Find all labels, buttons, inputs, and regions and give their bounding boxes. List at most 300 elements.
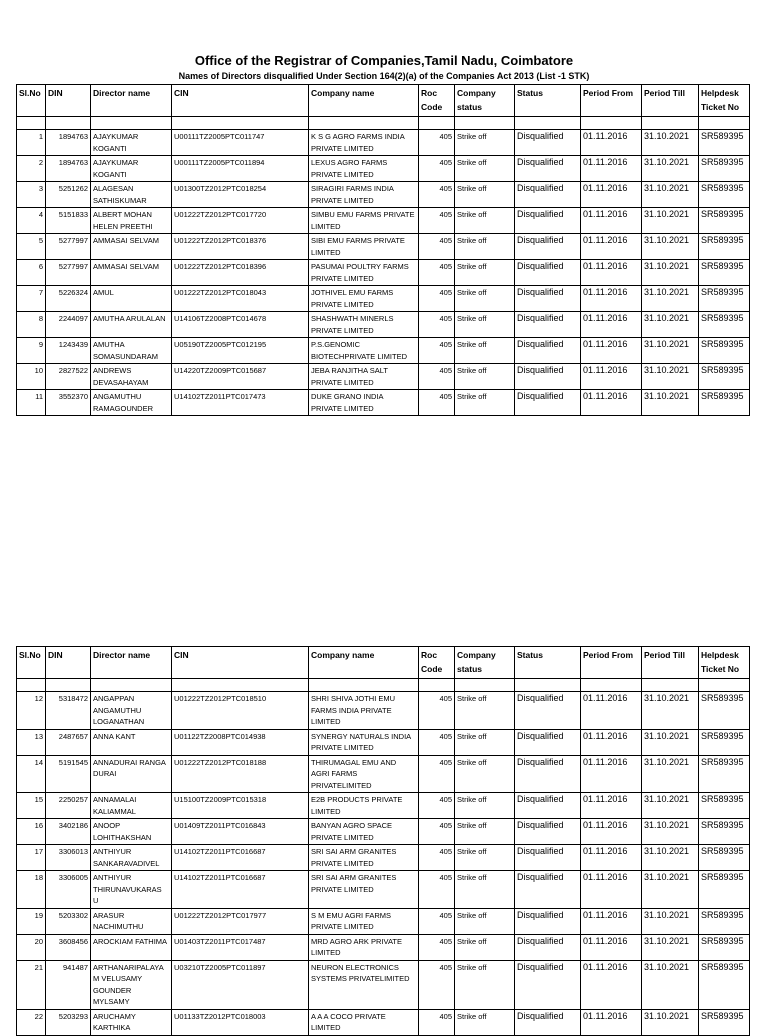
table-row	[17, 793, 750, 819]
status-cell: Disqualified	[515, 312, 581, 338]
roc-code-cell: 405	[419, 338, 455, 364]
company-status-cell: Strike off	[455, 960, 515, 1009]
company-name-cell: SHASHWATH MINERLS PRIVATE LIMITED	[309, 312, 419, 338]
slno-cell: 7	[17, 286, 46, 312]
status-cell: Disqualified	[515, 729, 581, 755]
empty-cell	[172, 117, 309, 130]
din-cell: 5151833	[46, 208, 91, 234]
period-till-cell: 31.10.2021	[642, 182, 699, 208]
ticket-cell: SR589395	[699, 286, 750, 312]
director-name-cell: ANNAMALAI KALIAMMAL	[91, 793, 172, 819]
cin-cell: U14106TZ2008PTC014678	[172, 312, 309, 338]
director-name-cell: ANTHIYUR SANKARAVADIVEL	[91, 845, 172, 871]
slno-cell: 22	[17, 1009, 46, 1035]
roc-code-cell: 405	[419, 260, 455, 286]
period-till-cell: 31.10.2021	[642, 312, 699, 338]
slno-cell: 2	[17, 156, 46, 182]
roc-code-cell: 405	[419, 729, 455, 755]
period-till-cell: 31.10.2021	[642, 908, 699, 934]
cin-cell: U01403TZ2011PTC017487	[172, 934, 309, 960]
cin-cell: U00111TZ2005PTC011894	[172, 156, 309, 182]
status-cell: Disqualified	[515, 286, 581, 312]
period-till-cell: 31.10.2021	[642, 286, 699, 312]
ticket-cell: SR589395	[699, 934, 750, 960]
empty-cell	[17, 117, 46, 130]
status-cell: Disqualified	[515, 234, 581, 260]
din-cell: 1243439	[46, 338, 91, 364]
period-till-cell: 31.10.2021	[642, 871, 699, 909]
din-cell: 5277997	[46, 260, 91, 286]
ticket-cell: SR589395	[699, 338, 750, 364]
slno-cell: 3	[17, 182, 46, 208]
period-from-cell: 01.11.2016	[581, 234, 642, 260]
status-cell: Disqualified	[515, 819, 581, 845]
company-name-cell: BANYAN AGRO SPACE PRIVATE LIMITED	[309, 819, 419, 845]
slno-cell: 20	[17, 934, 46, 960]
period-till-cell: 31.10.2021	[642, 234, 699, 260]
company-name-cell: NEURON ELECTRONICS SYSTEMS PRIVATELIMITED	[309, 960, 419, 1009]
director-name-cell: ANNADURAI RANGA DURAI	[91, 755, 172, 793]
din-cell: 3552370	[46, 390, 91, 416]
spacer-row	[17, 117, 750, 130]
col-header-status: Status	[515, 647, 581, 679]
roc-code-cell: 405	[419, 908, 455, 934]
company-name-cell: P.S.GENOMIC BIOTECHPRIVATE LIMITED	[309, 338, 419, 364]
empty-cell	[699, 117, 750, 130]
period-from-cell: 01.11.2016	[581, 692, 642, 730]
period-till-cell: 31.10.2021	[642, 934, 699, 960]
company-name-cell: JEBA RANJITHA SALT PRIVATE LIMITED	[309, 364, 419, 390]
col-header-company-status: Company status	[455, 85, 515, 117]
col-header-slno: Sl.No	[17, 647, 46, 679]
roc-code-cell: 405	[419, 286, 455, 312]
col-header-roc: Roc Code	[419, 647, 455, 679]
table-row	[17, 692, 750, 730]
table-body	[17, 117, 750, 416]
period-from-cell: 01.11.2016	[581, 871, 642, 909]
cin-cell: U14220TZ2009PTC015687	[172, 364, 309, 390]
company-status-cell: Strike off	[455, 755, 515, 793]
col-header-period-from: Period From	[581, 647, 642, 679]
col-header-status: Status	[515, 85, 581, 117]
col-header-company: Company name	[309, 647, 419, 679]
ticket-cell: SR589395	[699, 234, 750, 260]
slno-cell: 4	[17, 208, 46, 234]
empty-cell	[91, 679, 172, 692]
company-status-cell: Strike off	[455, 338, 515, 364]
company-name-cell: DUKE GRANO INDIA PRIVATE LIMITED	[309, 390, 419, 416]
period-till-cell: 31.10.2021	[642, 208, 699, 234]
slno-cell: 19	[17, 908, 46, 934]
company-status-cell: Strike off	[455, 819, 515, 845]
table-row	[17, 1009, 750, 1035]
roc-code-cell: 405	[419, 960, 455, 1009]
status-cell: Disqualified	[515, 260, 581, 286]
status-cell: Disqualified	[515, 1009, 581, 1035]
status-cell: Disqualified	[515, 845, 581, 871]
table-body	[17, 679, 750, 1036]
col-header-director: Director name	[91, 647, 172, 679]
period-till-cell: 31.10.2021	[642, 260, 699, 286]
roc-code-cell: 405	[419, 208, 455, 234]
company-name-cell: SRI SAI ARM GRANITES PRIVATE LIMITED	[309, 845, 419, 871]
ticket-cell: SR589395	[699, 156, 750, 182]
table-row	[17, 819, 750, 845]
period-from-cell: 01.11.2016	[581, 338, 642, 364]
col-header-company: Company name	[309, 85, 419, 117]
empty-cell	[419, 117, 455, 130]
slno-cell: 10	[17, 364, 46, 390]
slno-cell: 9	[17, 338, 46, 364]
din-cell: 3306013	[46, 845, 91, 871]
col-header-director: Director name	[91, 85, 172, 117]
empty-cell	[91, 117, 172, 130]
table-row	[17, 338, 750, 364]
table-row	[17, 960, 750, 1009]
directors-table-1	[16, 84, 750, 416]
ticket-cell: SR589395	[699, 260, 750, 286]
company-name-cell: SRI SAI ARM GRANITES PRIVATE LIMITED	[309, 871, 419, 909]
empty-cell	[46, 679, 91, 692]
cin-cell: U01222TZ2012PTC018396	[172, 260, 309, 286]
company-status-cell: Strike off	[455, 908, 515, 934]
col-header-period-till: Period Till	[642, 647, 699, 679]
cin-cell: U01409TZ2011PTC016843	[172, 819, 309, 845]
director-name-cell: AMUTHA SOMASUNDARAM	[91, 338, 172, 364]
col-header-company-status: Company status	[455, 647, 515, 679]
company-status-cell: Strike off	[455, 871, 515, 909]
period-from-cell: 01.11.2016	[581, 819, 642, 845]
status-cell: Disqualified	[515, 156, 581, 182]
company-name-cell: K S G AGRO FARMS INDIA PRIVATE LIMITED	[309, 130, 419, 156]
ticket-cell: SR589395	[699, 1009, 750, 1035]
roc-code-cell: 405	[419, 934, 455, 960]
roc-code-cell: 405	[419, 182, 455, 208]
cin-cell: U01222TZ2012PTC018376	[172, 234, 309, 260]
company-status-cell: Strike off	[455, 234, 515, 260]
cin-cell: U01300TZ2012PTC018254	[172, 182, 309, 208]
empty-cell	[642, 679, 699, 692]
director-name-cell: ANTHIYUR THIRUNAVUKARAS U	[91, 871, 172, 909]
company-name-cell: E2B PRODUCTS PRIVATE LIMITED	[309, 793, 419, 819]
period-from-cell: 01.11.2016	[581, 845, 642, 871]
period-till-cell: 31.10.2021	[642, 390, 699, 416]
ticket-cell: SR589395	[699, 793, 750, 819]
empty-cell	[309, 117, 419, 130]
din-cell: 2487657	[46, 729, 91, 755]
din-cell: 5203293	[46, 1009, 91, 1035]
company-status-cell: Strike off	[455, 934, 515, 960]
company-status-cell: Strike off	[455, 286, 515, 312]
directors-table-2	[16, 646, 750, 1036]
table-row	[17, 260, 750, 286]
director-name-cell: AJAYKUMAR KOGANTI	[91, 130, 172, 156]
period-till-cell: 31.10.2021	[642, 130, 699, 156]
table-row	[17, 234, 750, 260]
slno-cell: 5	[17, 234, 46, 260]
col-header-ticket: Helpdesk Ticket No	[699, 85, 750, 117]
ticket-cell: SR589395	[699, 908, 750, 934]
slno-cell: 11	[17, 390, 46, 416]
din-cell: 5203302	[46, 908, 91, 934]
document-subtitle: Names of Directors disqualified Under Section 164(2)(a) of the Companies Act 2013 (List -1 STK)	[178, 71, 590, 81]
roc-code-cell: 405	[419, 234, 455, 260]
status-cell: Disqualified	[515, 338, 581, 364]
roc-code-cell: 405	[419, 845, 455, 871]
ticket-cell: SR589395	[699, 692, 750, 730]
cin-cell: U03210TZ2005PTC011897	[172, 960, 309, 1009]
period-from-cell: 01.11.2016	[581, 208, 642, 234]
status-cell: Disqualified	[515, 793, 581, 819]
ticket-cell: SR589395	[699, 729, 750, 755]
company-name-cell: SHRI SHIVA JOTHI EMU FARMS INDIA PRIVATE LIMITED	[309, 692, 419, 730]
period-till-cell: 31.10.2021	[642, 364, 699, 390]
period-from-cell: 01.11.2016	[581, 182, 642, 208]
col-header-period-from: Period From	[581, 85, 642, 117]
status-cell: Disqualified	[515, 390, 581, 416]
director-name-cell: ANOOP LOHITHAKSHAN	[91, 819, 172, 845]
company-status-cell: Strike off	[455, 1009, 515, 1035]
empty-cell	[455, 117, 515, 130]
roc-code-cell: 405	[419, 819, 455, 845]
company-status-cell: Strike off	[455, 793, 515, 819]
company-status-cell: Strike off	[455, 208, 515, 234]
col-header-din: DIN	[46, 647, 91, 679]
din-cell: 5277997	[46, 234, 91, 260]
table-row	[17, 130, 750, 156]
company-status-cell: Strike off	[455, 729, 515, 755]
director-name-cell: AMMASAI SELVAM	[91, 234, 172, 260]
cin-cell: U00111TZ2005PTC011747	[172, 130, 309, 156]
company-name-cell: PASUMAI POULTRY FARMS PRIVATE LIMITED	[309, 260, 419, 286]
company-name-cell: THIRUMAGAL EMU AND AGRI FARMS PRIVATELIMITED	[309, 755, 419, 793]
period-from-cell: 01.11.2016	[581, 390, 642, 416]
slno-cell: 15	[17, 793, 46, 819]
table-row	[17, 871, 750, 909]
din-cell: 941487	[46, 960, 91, 1009]
din-cell: 5226324	[46, 286, 91, 312]
roc-code-cell: 405	[419, 1009, 455, 1035]
director-name-cell: ANDREWS DEVASAHAYAM	[91, 364, 172, 390]
director-name-cell: AMUL	[91, 286, 172, 312]
cin-cell: U01222TZ2012PTC017977	[172, 908, 309, 934]
period-from-cell: 01.11.2016	[581, 1009, 642, 1035]
din-cell: 5318472	[46, 692, 91, 730]
period-till-cell: 31.10.2021	[642, 793, 699, 819]
ticket-cell: SR589395	[699, 182, 750, 208]
table-row	[17, 364, 750, 390]
roc-code-cell: 405	[419, 755, 455, 793]
empty-cell	[581, 679, 642, 692]
company-status-cell: Strike off	[455, 260, 515, 286]
director-name-cell: ARASUR NACHIMUTHU	[91, 908, 172, 934]
period-from-cell: 01.11.2016	[581, 286, 642, 312]
din-cell: 3402186	[46, 819, 91, 845]
company-status-cell: Strike off	[455, 182, 515, 208]
table-row	[17, 390, 750, 416]
col-header-ticket: Helpdesk Ticket No	[699, 647, 750, 679]
din-cell: 5191545	[46, 755, 91, 793]
ticket-cell: SR589395	[699, 208, 750, 234]
col-header-cin: CIN	[172, 647, 309, 679]
document-title: Office of the Registrar of Companies,Tamil Nadu, Coimbatore	[194, 53, 574, 68]
table-header-row	[17, 85, 750, 117]
din-cell: 3608456	[46, 934, 91, 960]
ticket-cell: SR589395	[699, 819, 750, 845]
company-status-cell: Strike off	[455, 692, 515, 730]
din-cell: 3306005	[46, 871, 91, 909]
table-row	[17, 729, 750, 755]
status-cell: Disqualified	[515, 692, 581, 730]
roc-code-cell: 405	[419, 793, 455, 819]
period-from-cell: 01.11.2016	[581, 934, 642, 960]
cin-cell: U14102TZ2011PTC017473	[172, 390, 309, 416]
period-till-cell: 31.10.2021	[642, 338, 699, 364]
director-name-cell: AROCKIAM FATHIMA	[91, 934, 172, 960]
table-row	[17, 208, 750, 234]
ticket-cell: SR589395	[699, 960, 750, 1009]
table-row	[17, 934, 750, 960]
period-from-cell: 01.11.2016	[581, 156, 642, 182]
director-name-cell: ANGAPPAN ANGAMUTHU LOGANATHAN	[91, 692, 172, 730]
period-from-cell: 01.11.2016	[581, 755, 642, 793]
table-row	[17, 755, 750, 793]
slno-cell: 12	[17, 692, 46, 730]
period-till-cell: 31.10.2021	[642, 1009, 699, 1035]
period-from-cell: 01.11.2016	[581, 793, 642, 819]
company-status-cell: Strike off	[455, 130, 515, 156]
ticket-cell: SR589395	[699, 312, 750, 338]
table-row	[17, 908, 750, 934]
slno-cell: 21	[17, 960, 46, 1009]
cin-cell: U01133TZ2012PTC018003	[172, 1009, 309, 1035]
director-name-cell: ALAGESAN SATHISKUMAR	[91, 182, 172, 208]
empty-cell	[642, 117, 699, 130]
table-header-row	[17, 647, 750, 679]
din-cell: 2244097	[46, 312, 91, 338]
company-status-cell: Strike off	[455, 364, 515, 390]
period-till-cell: 31.10.2021	[642, 845, 699, 871]
col-header-din: DIN	[46, 85, 91, 117]
period-from-cell: 01.11.2016	[581, 908, 642, 934]
status-cell: Disqualified	[515, 130, 581, 156]
din-cell: 2250257	[46, 793, 91, 819]
empty-cell	[419, 679, 455, 692]
din-cell: 5251262	[46, 182, 91, 208]
director-name-cell: ANNA KANT	[91, 729, 172, 755]
period-till-cell: 31.10.2021	[642, 692, 699, 730]
roc-code-cell: 405	[419, 312, 455, 338]
empty-cell	[309, 679, 419, 692]
director-name-cell: AMMASAI SELVAM	[91, 260, 172, 286]
company-status-cell: Strike off	[455, 312, 515, 338]
period-from-cell: 01.11.2016	[581, 729, 642, 755]
cin-cell: U01122TZ2008PTC014938	[172, 729, 309, 755]
din-cell: 2827522	[46, 364, 91, 390]
empty-cell	[699, 679, 750, 692]
company-name-cell: S M EMU AGRI FARMS PRIVATE LIMITED	[309, 908, 419, 934]
slno-cell: 8	[17, 312, 46, 338]
cin-cell: U14102TZ2011PTC016687	[172, 871, 309, 909]
ticket-cell: SR589395	[699, 871, 750, 909]
period-from-cell: 01.11.2016	[581, 364, 642, 390]
roc-code-cell: 405	[419, 364, 455, 390]
cin-cell: U15100TZ2009PTC015318	[172, 793, 309, 819]
period-from-cell: 01.11.2016	[581, 312, 642, 338]
director-name-cell: ARTHANARIPALAYA M VELUSAMY GOUNDER MYLSAMY	[91, 960, 172, 1009]
ticket-cell: SR589395	[699, 364, 750, 390]
roc-code-cell: 405	[419, 871, 455, 909]
company-name-cell: SIRAGIRI FARMS INDIA PRIVATE LIMITED	[309, 182, 419, 208]
company-status-cell: Strike off	[455, 845, 515, 871]
slno-cell: 17	[17, 845, 46, 871]
company-status-cell: Strike off	[455, 390, 515, 416]
cin-cell: U14102TZ2011PTC016687	[172, 845, 309, 871]
table-row	[17, 156, 750, 182]
period-from-cell: 01.11.2016	[581, 130, 642, 156]
din-cell: 1894763	[46, 156, 91, 182]
col-header-period-till: Period Till	[642, 85, 699, 117]
slno-cell: 1	[17, 130, 46, 156]
status-cell: Disqualified	[515, 182, 581, 208]
period-till-cell: 31.10.2021	[642, 755, 699, 793]
roc-code-cell: 405	[419, 390, 455, 416]
ticket-cell: SR589395	[699, 390, 750, 416]
company-name-cell: LEXUS AGRO FARMS PRIVATE LIMITED	[309, 156, 419, 182]
slno-cell: 14	[17, 755, 46, 793]
empty-cell	[17, 679, 46, 692]
empty-cell	[515, 679, 581, 692]
period-from-cell: 01.11.2016	[581, 260, 642, 286]
slno-cell: 16	[17, 819, 46, 845]
slno-cell: 18	[17, 871, 46, 909]
status-cell: Disqualified	[515, 960, 581, 1009]
table-row	[17, 312, 750, 338]
table-row	[17, 182, 750, 208]
empty-cell	[581, 117, 642, 130]
spacer-row	[17, 679, 750, 692]
roc-code-cell: 405	[419, 692, 455, 730]
roc-code-cell: 405	[419, 130, 455, 156]
status-cell: Disqualified	[515, 908, 581, 934]
status-cell: Disqualified	[515, 934, 581, 960]
director-name-cell: ARUCHAMY KARTHIKA	[91, 1009, 172, 1035]
period-till-cell: 31.10.2021	[642, 729, 699, 755]
company-name-cell: JOTHIVEL EMU FARMS PRIVATE LIMITED	[309, 286, 419, 312]
empty-cell	[172, 679, 309, 692]
ticket-cell: SR589395	[699, 130, 750, 156]
status-cell: Disqualified	[515, 871, 581, 909]
din-cell: 1894763	[46, 130, 91, 156]
slno-cell: 13	[17, 729, 46, 755]
company-name-cell: SYNERGY NATURALS INDIA PRIVATE LIMITED	[309, 729, 419, 755]
company-name-cell: A A A COCO PRIVATE LIMITED	[309, 1009, 419, 1035]
status-cell: Disqualified	[515, 755, 581, 793]
ticket-cell: SR589395	[699, 755, 750, 793]
ticket-cell: SR589395	[699, 845, 750, 871]
status-cell: Disqualified	[515, 364, 581, 390]
empty-cell	[455, 679, 515, 692]
roc-code-cell: 405	[419, 156, 455, 182]
cin-cell: U01222TZ2012PTC018043	[172, 286, 309, 312]
cin-cell: U01222TZ2012PTC017720	[172, 208, 309, 234]
period-till-cell: 31.10.2021	[642, 960, 699, 1009]
company-name-cell: SIMBU EMU FARMS PRIVATE LIMITED	[309, 208, 419, 234]
empty-cell	[515, 117, 581, 130]
director-name-cell: ALBERT MOHAN HELEN PREETHI	[91, 208, 172, 234]
period-till-cell: 31.10.2021	[642, 819, 699, 845]
cin-cell: U01222TZ2012PTC018510	[172, 692, 309, 730]
